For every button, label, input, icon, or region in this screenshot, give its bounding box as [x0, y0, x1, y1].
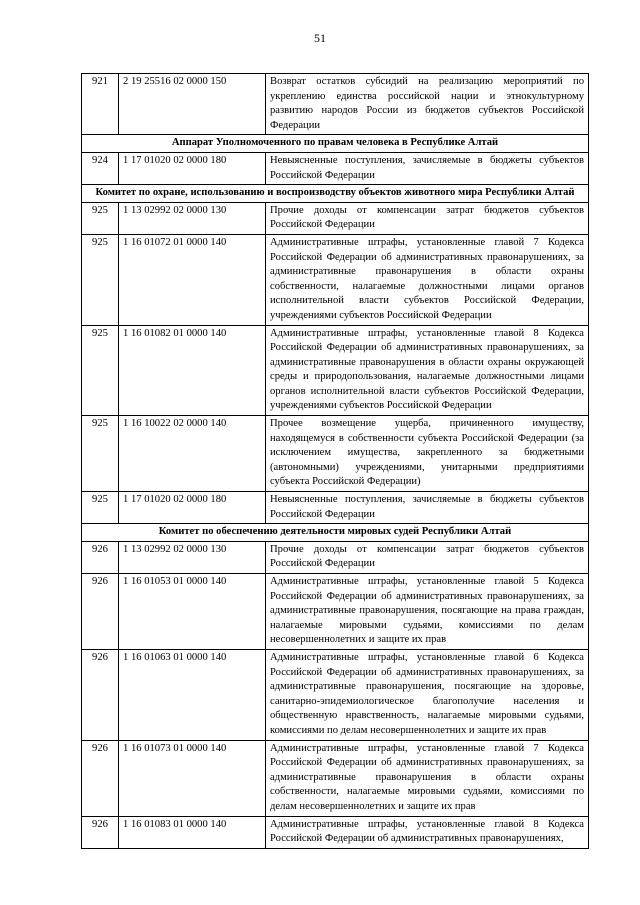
section-title: Аппарат Уполномоченного по правам человека в Республике Алтай [82, 135, 589, 153]
kbk-code-cell: 1 16 01063 01 0000 140 [119, 649, 266, 740]
admin-code-cell: 925 [82, 416, 119, 492]
page-number: 51 [314, 31, 326, 45]
revenue-description-cell: Прочие доходы от компенсации затрат бюджетов субъектов Российской Федерации [266, 202, 589, 234]
table-row [82, 574, 589, 650]
kbk-code-cell: 1 16 01073 01 0000 140 [119, 740, 266, 816]
kbk-code-cell: 1 13 02992 02 0000 130 [119, 202, 266, 234]
table-body [82, 74, 589, 849]
revenue-description-cell: Административные штрафы, установленные главой 5 Кодекса Российской Федерации об административных правонарушениях, за административные правонарушения, посягающие на права граждан, налагаемые мировыми судьями, комиссиями по делам несовершеннолетних и защите их прав [266, 574, 589, 650]
revenue-description-cell: Прочие доходы от компенсации затрат бюджетов субъектов Российской Федерации [266, 541, 589, 573]
admin-code-cell: 926 [82, 649, 119, 740]
revenue-description-cell: Административные штрафы, установленные главой 8 Кодекса Российской Федерации об административных правонарушениях, [266, 816, 589, 848]
kbk-code-cell: 1 16 10022 02 0000 140 [119, 416, 266, 492]
kbk-code-cell: 1 13 02992 02 0000 130 [119, 541, 266, 573]
table-row [82, 202, 589, 234]
section-title: Комитет по обеспечению деятельности мировых судей Республики Алтай [82, 524, 589, 542]
kbk-code-cell: 1 16 01072 01 0000 140 [119, 234, 266, 325]
admin-code-cell: 925 [82, 234, 119, 325]
section-header-row [82, 135, 589, 153]
kbk-code-cell: 2 19 25516 02 0000 150 [119, 74, 266, 135]
table-row [82, 416, 589, 492]
section-header-row [82, 185, 589, 203]
revenue-description-cell: Прочее возмещение ущерба, причиненного имуществу, находящемуся в собственности субъекта Российской Федерации (за исключением имущества, закрепленного за бюджетными (автономными) учреждениями, унитарными предприятиями субъекта Российской Федерации) [266, 416, 589, 492]
revenue-description-cell: Административные штрафы, установленные главой 7 Кодекса Российской Федерации об административных правонарушениях, за административные правонарушения в области охраны собственности, налагаемые должностными лицами органов исполнительной власти субъектов Российской Федерации, учреждениями субъектов Российской Федерации [266, 234, 589, 325]
revenue-codes-table [81, 73, 589, 849]
section-header-row [82, 524, 589, 542]
table-row [82, 649, 589, 740]
revenue-description-cell: Административные штрафы, установленные главой 8 Кодекса Российской Федерации об административных правонарушениях, за административные правонарушения в области охраны окружающей среды и природопользования, налагаемые должностными лицами органов исполнительной власти субъектов Российской Федерации, учреждениями субъектов Российской Федерации [266, 325, 589, 416]
table-row [82, 541, 589, 573]
kbk-code-cell: 1 17 01020 02 0000 180 [119, 492, 266, 524]
admin-code-cell: 924 [82, 152, 119, 184]
section-title: Комитет по охране, использованию и воспроизводству объектов животного мира Республики Алтай [82, 185, 589, 203]
table-row [82, 234, 589, 325]
table-row [82, 74, 589, 135]
revenue-description-cell: Невыясненные поступления, зачисляемые в бюджеты субъектов Российской Федерации [266, 492, 589, 524]
admin-code-cell: 926 [82, 541, 119, 573]
table-row [82, 325, 589, 416]
revenue-description-cell: Административные штрафы, установленные главой 7 Кодекса Российской Федерации об административных правонарушениях, за административные правонарушения в области охраны собственности, налагаемые мировыми судьями, комиссиями по делам несовершеннолетних и защите их прав [266, 740, 589, 816]
revenue-description-cell: Невыясненные поступления, зачисляемые в бюджеты субъектов Российской Федерации [266, 152, 589, 184]
admin-code-cell: 926 [82, 740, 119, 816]
table-row [82, 740, 589, 816]
table-row [82, 816, 589, 848]
kbk-code-cell: 1 17 01020 02 0000 180 [119, 152, 266, 184]
admin-code-cell: 926 [82, 816, 119, 848]
kbk-code-cell: 1 16 01082 01 0000 140 [119, 325, 266, 416]
admin-code-cell: 925 [82, 202, 119, 234]
admin-code-cell: 926 [82, 574, 119, 650]
revenue-description-cell: Административные штрафы, установленные главой 6 Кодекса Российской Федерации об административных правонарушениях, за административные правонарушения, посягающие на здоровье, санитарно-эпидемиологическое благополучие населения и общественную нравственность, налагаемые мировыми судьями, комиссиями по делам несовершеннолетних и защите их прав [266, 649, 589, 740]
kbk-code-cell: 1 16 01083 01 0000 140 [119, 816, 266, 848]
table-row [82, 492, 589, 524]
admin-code-cell: 921 [82, 74, 119, 135]
admin-code-cell: 925 [82, 325, 119, 416]
revenue-description-cell: Возврат остатков субсидий на реализацию мероприятий по укреплению единства российской нации и этнокультурному развитию народов России из бюджетов субъектов Российской Федерации [266, 74, 589, 135]
kbk-code-cell: 1 16 01053 01 0000 140 [119, 574, 266, 650]
admin-code-cell: 925 [82, 492, 119, 524]
table-row [82, 152, 589, 184]
